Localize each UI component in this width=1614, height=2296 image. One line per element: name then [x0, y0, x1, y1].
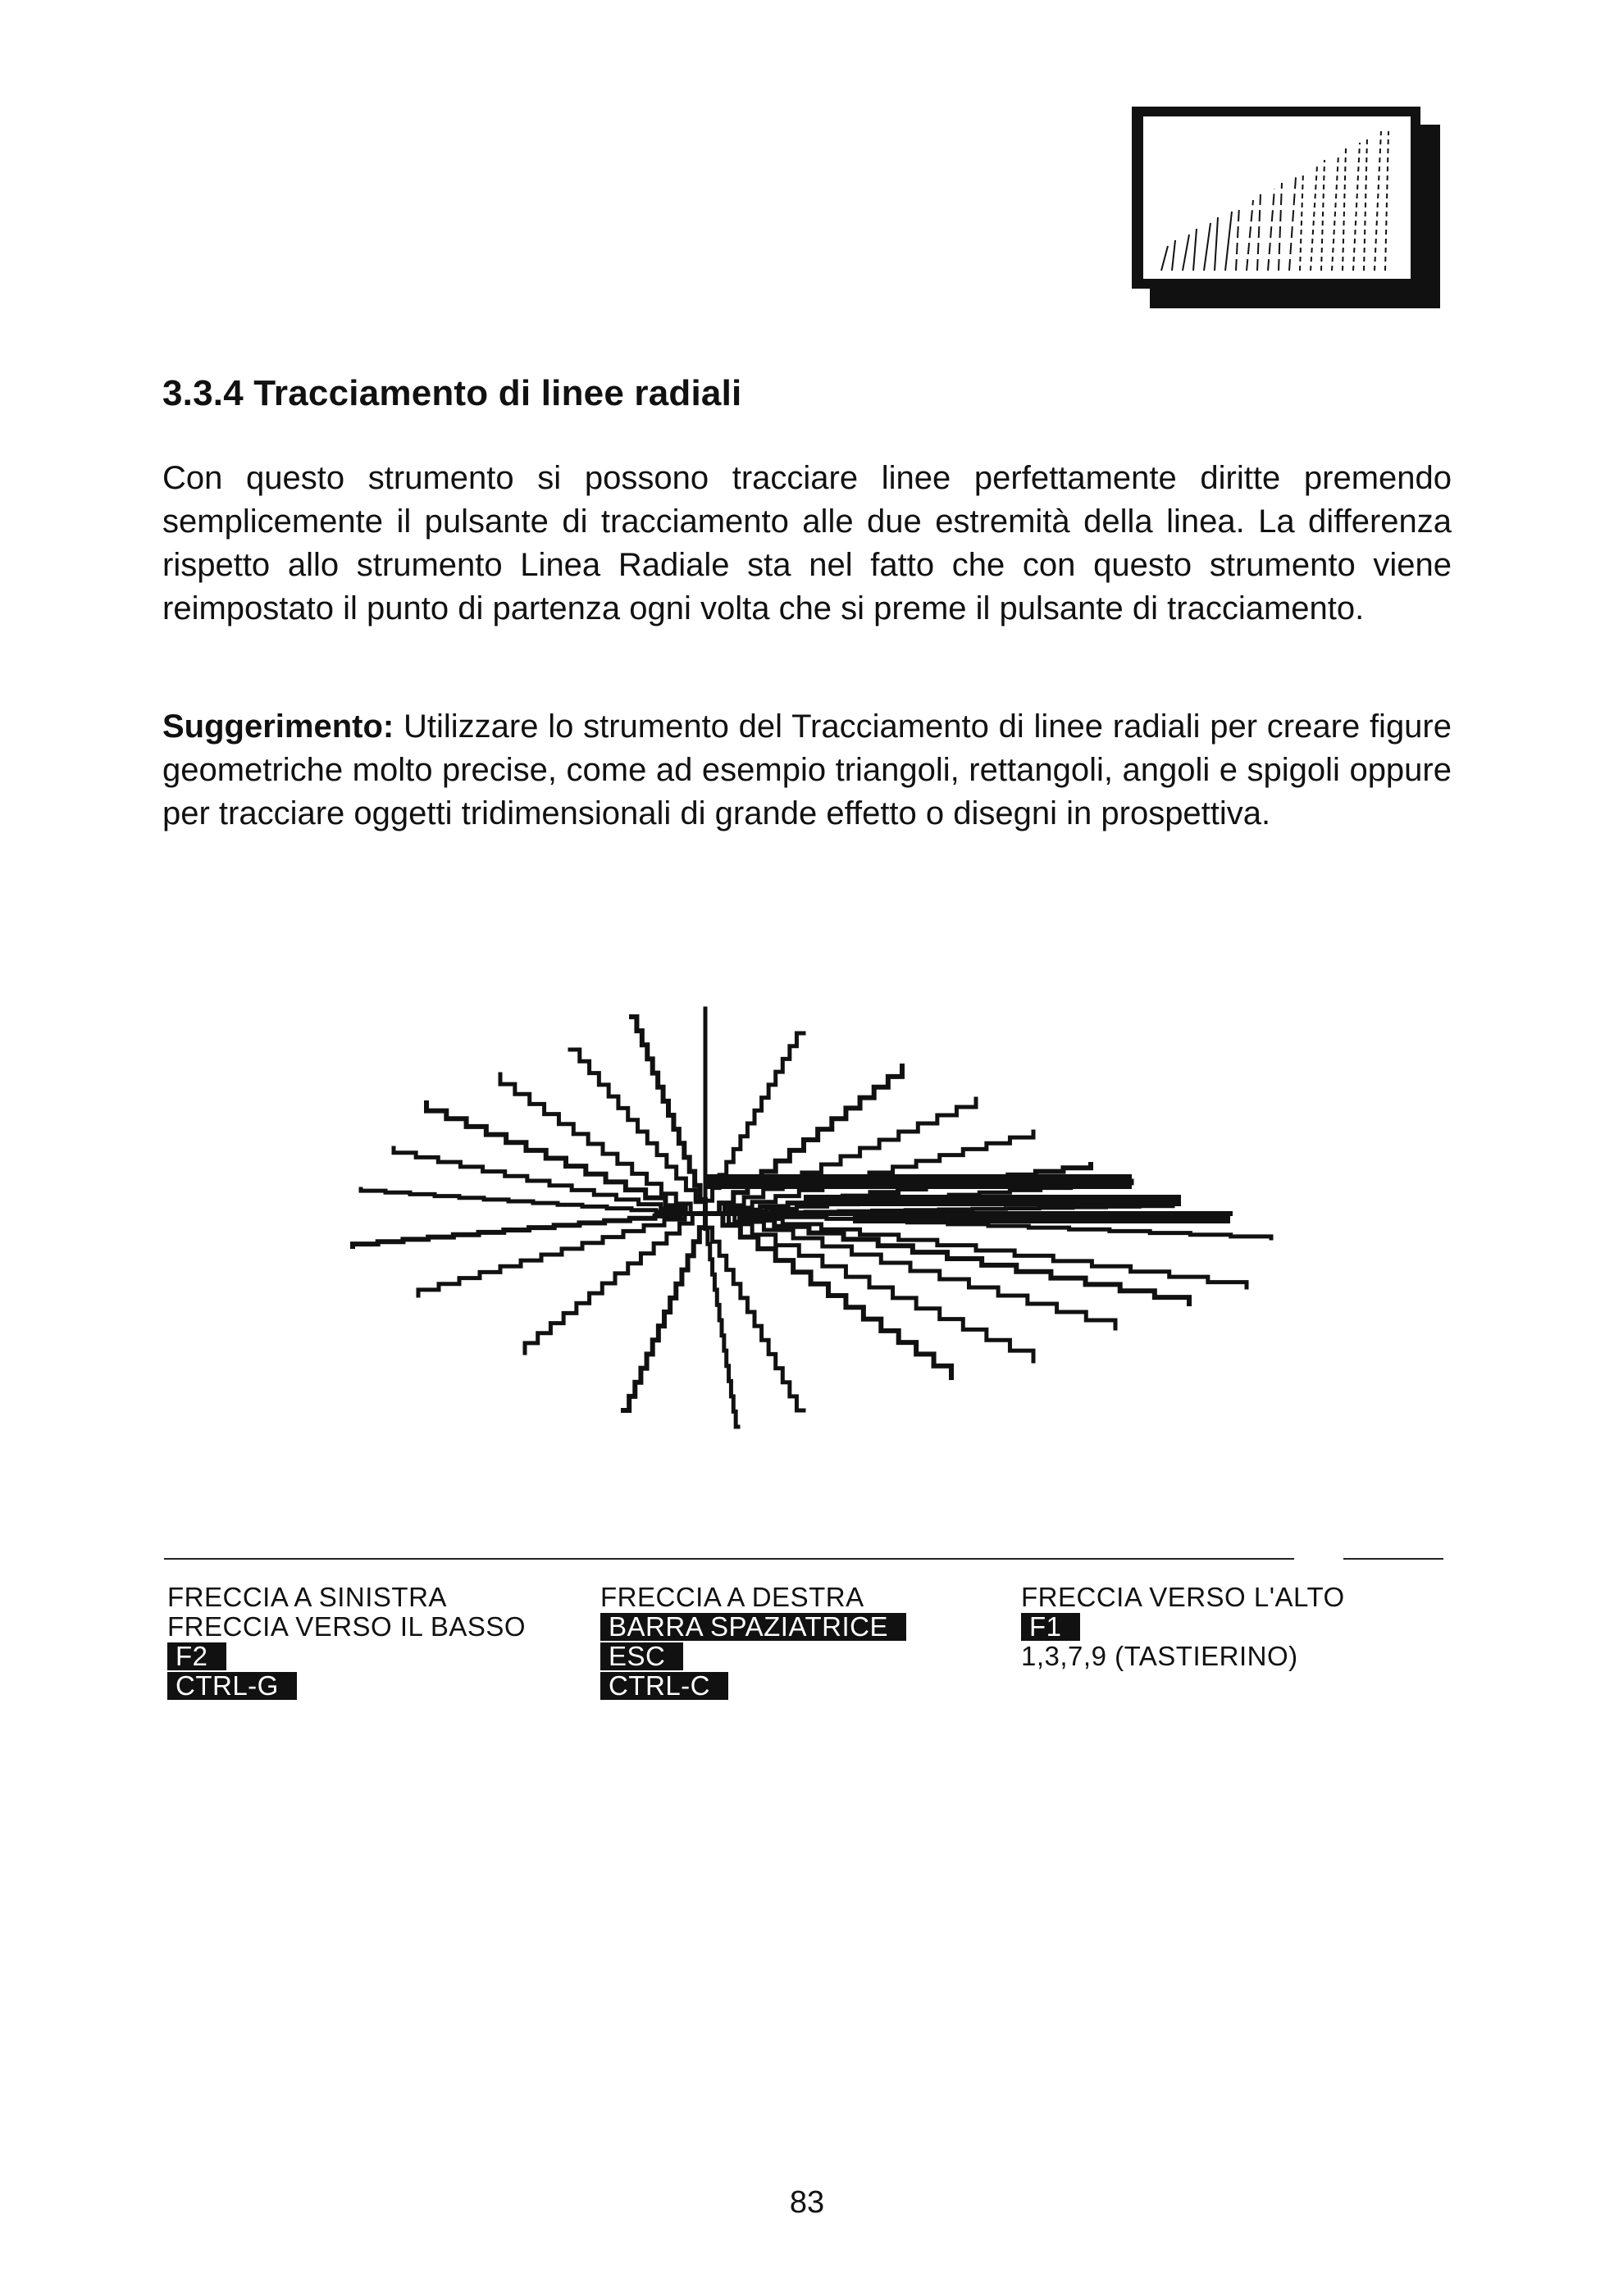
- key-chip: CTRL-G: [167, 1672, 297, 1700]
- body-paragraph: Con questo strumento si possono tracciare linee perfettamente diritte premendo semplicemente il pulsante di tracciamento alle due estremità della linea. La differenza rispetto allo strumento Linea Radiale sta nel fatto che con questo strumento viene reimpostato il punto di partenza ogni volta che si preme il pulsante di tracciamento.: [162, 460, 1452, 626]
- key-label: FRECCIA VERSO L'ALTO: [1021, 1582, 1345, 1612]
- tip-paragraph: [162, 705, 1452, 836]
- key-chip: BARRA SPAZIATRICE: [600, 1613, 906, 1641]
- section-title: 3.3.4 Tracciamento di linee radiali: [162, 373, 742, 413]
- key-label: 1,3,7,9 (TASTIERINO): [1021, 1641, 1298, 1671]
- key-chip: F1: [1021, 1613, 1080, 1641]
- page-number: 83: [789, 2185, 825, 2220]
- radial-lines-illustration: [303, 943, 1312, 1435]
- key-column-2: [600, 1583, 906, 1701]
- radial-lines-tool-icon: [1132, 107, 1443, 312]
- radial-line-band: [804, 1195, 1181, 1206]
- key-divider-gap: [1294, 1556, 1343, 1561]
- tip-text: Utilizzare lo strumento del Tracciamento di linee radiali per creare figure geometriche molto precise, come ad esempio triangoli, rettangoli, angoli e spigoli oppure per tracciare oggetti tridimensionali di grande effetto o disegni in prospettiva.: [162, 708, 1452, 831]
- key-label: FRECCIA VERSO IL BASSO: [167, 1611, 527, 1642]
- radial-line-band: [853, 1215, 1230, 1223]
- radial-line: [705, 1214, 1115, 1328]
- key-label: FRECCIA A DESTRA: [600, 1582, 864, 1612]
- key-label: FRECCIA A SINISTRA: [167, 1582, 447, 1612]
- key-chip: CTRL-C: [600, 1672, 728, 1700]
- radial-line: [361, 1189, 705, 1214]
- key-column-1: [167, 1583, 526, 1701]
- key-chip: ESC: [600, 1642, 683, 1670]
- tip-label: Suggerimento:: [162, 708, 394, 745]
- radial-line: [631, 1017, 705, 1214]
- radial-line: [500, 1074, 705, 1214]
- key-divider: [164, 1558, 1443, 1560]
- radial-line-band: [705, 1174, 1132, 1189]
- key-chip: F2: [167, 1642, 226, 1670]
- radial-line: [705, 1214, 738, 1427]
- key-column-3: [1021, 1583, 1345, 1671]
